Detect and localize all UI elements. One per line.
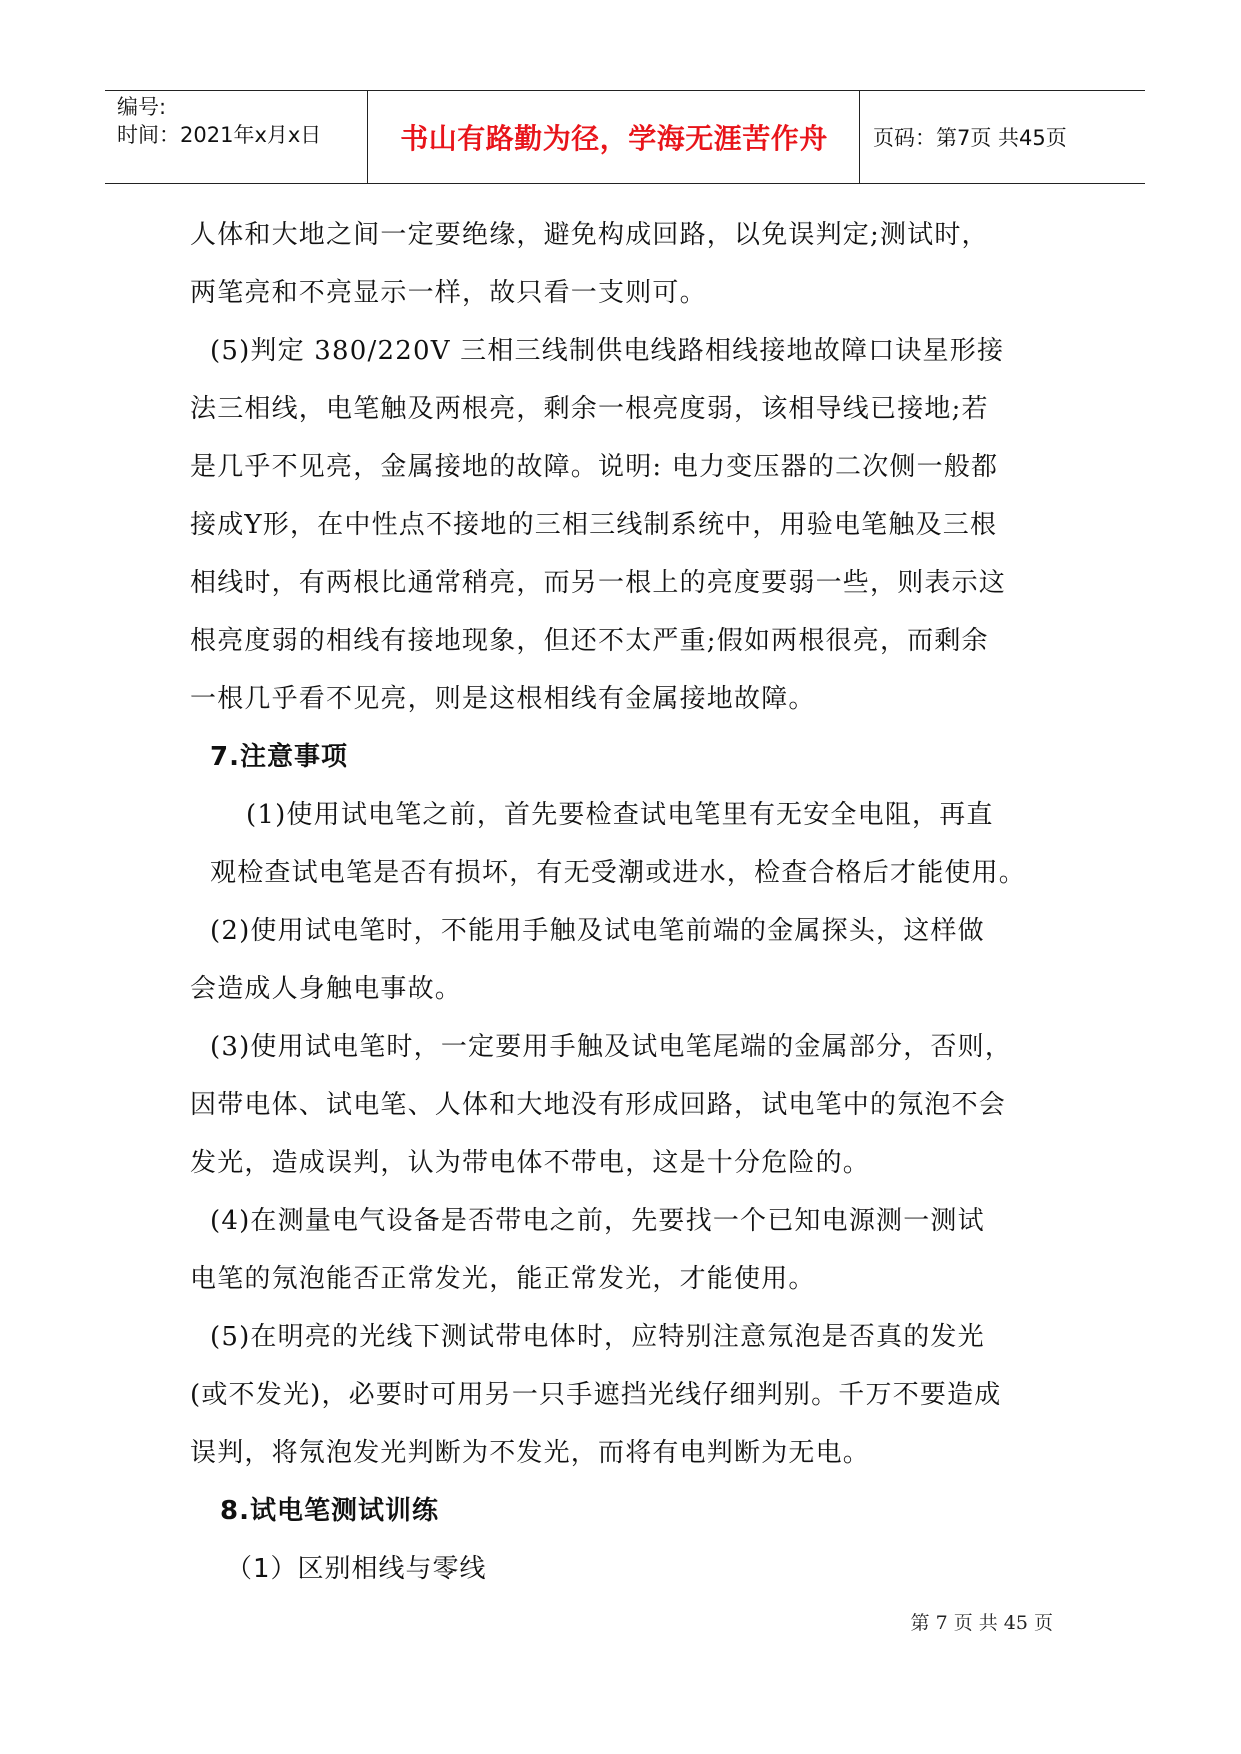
header-motto: 书山有路勤为径，学海无涯苦作舟	[400, 122, 828, 155]
body-line: (5)在明亮的光线下测试带电体时，应特别注意氖泡是否真的发光	[210, 1322, 985, 1352]
body-line: 两笔亮和不亮显示一样，故只看一支则可。	[190, 278, 707, 308]
body-line: (3)使用试电笔时，一定要用手触及试电笔尾端的金属部分，否则，	[210, 1032, 1013, 1062]
document-number-label: 编号:	[117, 95, 167, 119]
document-date: 时间：2021年x月x日	[117, 123, 322, 147]
page-body	[190, 206, 1070, 1598]
body-line: (或不发光)，必要时可用另一只手遮挡光线仔细判别。千万不要造成	[190, 1380, 1002, 1410]
body-line: 一根几乎看不见亮，则是这根相线有金属接地故障。	[190, 684, 816, 714]
body-line: 接成Y形，在中性点不接地的三相三线制系统中，用验电笔触及三根	[190, 510, 998, 540]
body-line: (5)判定 380/220V 三相三线制供电线路相线接地故障口诀星形接	[210, 336, 1005, 366]
body-line: (1)使用试电笔之前，首先要检查试电笔里有无安全电阻，再直	[246, 800, 994, 830]
header-divider	[859, 91, 860, 183]
body-line: 发光，造成误判，认为带电体不带电，这是十分危险的。	[190, 1148, 871, 1178]
page-footer: 第 7 页 共 45 页	[910, 1612, 1053, 1634]
body-line: (2)使用试电笔时，不能用手触及试电笔前端的金属探头，这样做	[210, 916, 985, 946]
body-line: 会造成人身触电事故。	[190, 974, 463, 1004]
body-line: 电笔的氖泡能否正常发光，能正常发光，才能使用。	[190, 1264, 816, 1294]
body-line: 相线时，有两根比通常稍亮，而另一根上的亮度要弱一些，则表示这	[190, 568, 1007, 598]
header-meta	[117, 93, 365, 149]
body-line: 根亮度弱的相线有接地现象，但还不太严重;假如两根很亮，而剩余	[190, 626, 989, 656]
section-heading: 7.注意事项	[210, 742, 348, 772]
body-line: 观检查试电笔是否有损坏，有无受潮或进水，检查合格后才能使用。	[210, 858, 1027, 888]
body-line: 是几乎不见亮，金属接地的故障。说明: 电力变压器的二次侧一般都	[190, 452, 999, 482]
section-heading: 8.试电笔测试训练	[220, 1496, 439, 1526]
body-line: 人体和大地之间一定要绝缘，避免构成回路，以免误判定;测试时，	[190, 220, 989, 250]
body-line: 误判，将氖泡发光判断为不发光，而将有电判断为无电。	[190, 1438, 871, 1468]
body-line: 法三相线，电笔触及两根亮，剩余一根亮度弱，该相导线已接地;若	[190, 394, 989, 424]
body-line: 因带电体、试电笔、人体和大地没有形成回路，试电笔中的氖泡不会	[190, 1090, 1007, 1120]
header-page-number: 页码：第7页 共45页	[873, 126, 1067, 150]
page-header	[105, 90, 1145, 184]
header-divider	[367, 91, 368, 183]
subsection-heading: （1）区别相线与零线	[226, 1554, 487, 1584]
body-line: (4)在测量电气设备是否带电之前，先要找一个已知电源测一测试	[210, 1206, 985, 1236]
